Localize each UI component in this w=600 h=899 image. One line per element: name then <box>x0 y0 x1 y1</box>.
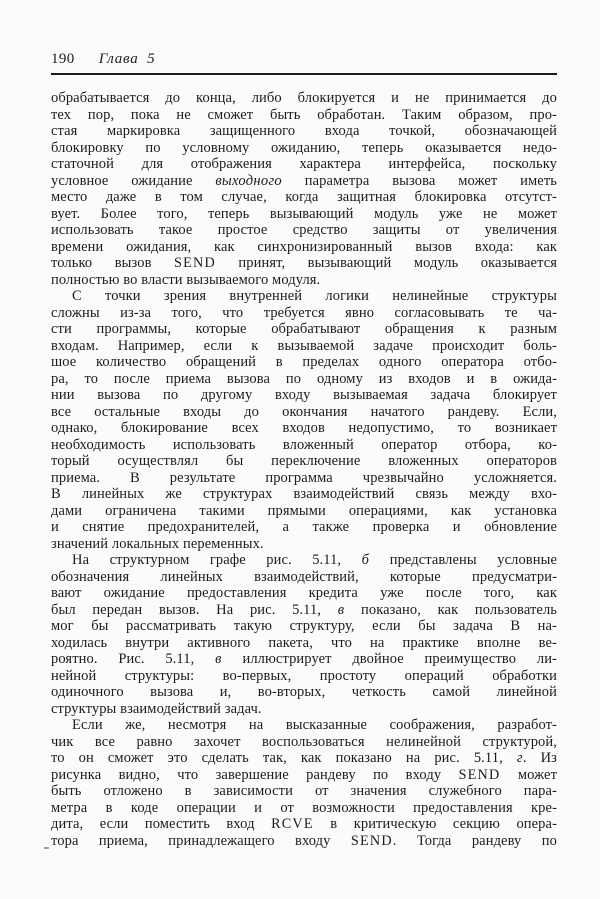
text-line: Если же, несмотря на высказанные соображения, разработ- <box>72 717 557 733</box>
text-line: сти программы, которые обрабатывают обращения к разным <box>51 321 557 337</box>
text-line: обозначения линейных взаимодействий, которые предусматри- <box>51 568 557 585</box>
chapter-heading: Глава 5 <box>98 51 156 67</box>
text-line: обрабатывается до конца, либо блокируется и не принимается до <box>51 90 557 106</box>
text-line: тех пор, пока не сможет быть обработан. Таким образом, про- <box>51 106 557 123</box>
text-line: все остальные входы до окончания начатого рандеву. Если, <box>51 403 557 420</box>
text-line: чик все равно захочет воспользоваться нелинейной структурой, <box>51 733 557 750</box>
text-line: и снятие предохранителей, а также проверка и обновление <box>51 519 557 535</box>
text-line: В линейных же структурах взаимодействий связь между вхо- <box>51 486 557 502</box>
text-line: место даже в том случае, когда защитная блокировка отсутст- <box>51 189 557 205</box>
text-line: На структурном графе рис. 5.11, б представлены условные <box>72 552 557 568</box>
text-line: стая маркировка защищенного входа точкой, обозначающей <box>51 123 557 139</box>
text-line: приема. В результате программа чрезвычайно усложняется. <box>51 469 557 486</box>
paragraph <box>51 552 557 717</box>
text-line: полностью во власти вызываемого модуля. <box>51 271 321 288</box>
text-line: тора приема, принадлежащего входу SEND. Тогда рандеву по <box>51 832 557 849</box>
text-line: сложны из-за того, что требуется явно согласовывать те ча- <box>51 304 557 321</box>
italic-term: в <box>337 601 345 618</box>
text-line: вают ожидание предоставления кредита уже после того, как <box>51 585 557 601</box>
text-line: только вызов SEND принят, вызывающий модуль оказывается <box>51 255 557 271</box>
latin-keyword: RCVE <box>271 816 314 832</box>
text-line: значений локальных переменных. <box>51 535 264 552</box>
text-line: условное ожидание выходного параметра вызова может иметь <box>51 172 557 189</box>
text-line: блокировку по условному ожиданию, теперь оказывается недо- <box>51 139 557 156</box>
text-line: нии вызова по другому входу вызываемая задача блокирует <box>51 387 557 403</box>
text-line: метра в коде операции и от возможности предоставления кре- <box>51 799 557 816</box>
text-line: был передан вызов. На рис. 5.11, в показано, как пользователь <box>51 601 557 618</box>
page-body <box>51 90 557 849</box>
text-line: шое количество обращений в пределах одного оператора отбо- <box>51 354 557 370</box>
latin-keyword: SEND <box>458 766 501 783</box>
latin-keyword: SEND <box>350 832 393 849</box>
paragraph <box>51 90 557 288</box>
text-line: то он сможет это сделать так, как показано на рис. 5.11, г. Из <box>51 750 557 766</box>
text-line: использовать такое простое средство защиты от увеличения <box>51 222 557 238</box>
text-line: одиночного вызова и, во-вторых, четкость самой линейной <box>51 684 557 700</box>
text-line: вует. Более того, теперь вызывающий модуль уже не может <box>51 205 557 222</box>
page-number: 190 <box>51 51 75 67</box>
text-line: необходимость использовать вложенный оператор отбора, ко- <box>51 436 557 453</box>
text-line: статочной для отображения характера интерфейса, поскольку <box>51 156 557 172</box>
paragraph <box>51 717 557 849</box>
text-line: нейной структуры: во-первых, простоту операций обработки <box>51 667 557 684</box>
italic-term: в <box>215 651 222 667</box>
italic-term: б <box>361 552 370 568</box>
scan-speck <box>44 847 49 849</box>
text-line: структуры взаимодействий задач. <box>51 700 262 717</box>
text-line: дита, если поместить вход RCVE в критическую секцию опера- <box>51 816 558 832</box>
text-line: С точки зрения внутренней логики нелинейные структуры <box>72 288 557 304</box>
paragraph <box>51 288 557 552</box>
text-line: ра, то после приема вызова по одному из входов и в ожида- <box>51 370 557 387</box>
italic-term: выходного <box>215 172 282 189</box>
text-line: торый осуществлял бы переключение вложенных операторов <box>51 453 557 469</box>
italic-term: г <box>516 750 523 766</box>
text-line: ходилась внутри активного пакета, что на практике вполне ве- <box>51 634 557 651</box>
text-line: дами ограничена такими прямыми операциями, как установка <box>51 502 557 519</box>
text-line: входам. Например, если к вызываемой задаче происходит боль- <box>51 337 557 354</box>
text-line: рисунка видно, что завершение рандеву по входу SEND может <box>51 766 558 783</box>
page-header <box>51 52 557 67</box>
text-line: быть отложено в зависимости от значения служебного пара- <box>51 783 557 799</box>
book-page <box>51 52 557 849</box>
latin-keyword: SEND <box>174 255 216 271</box>
text-line: времени ожидания, как синхронизированный вызов входа: как <box>51 238 557 255</box>
text-line: роятно. Рис. 5.11, в иллюстрирует двойное преимущество ли- <box>51 651 557 667</box>
text-line: мог бы рассматривать такую структуру, если бы задача В на- <box>51 618 557 634</box>
header-rule <box>51 73 557 75</box>
text-line: однако, блокирование всех входов недопустимо, то возникает <box>51 420 557 436</box>
